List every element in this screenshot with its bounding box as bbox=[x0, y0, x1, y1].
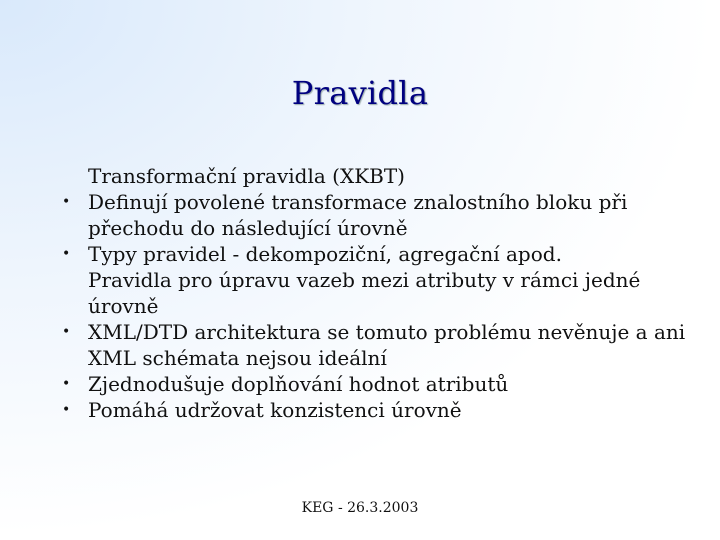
list-item bbox=[56, 319, 696, 371]
list-item bbox=[56, 163, 696, 189]
list-item-text: Pomáhá udržovat konzistenci úrovně bbox=[88, 398, 462, 422]
list-item bbox=[56, 397, 696, 423]
list-item-text: Transformační pravidla (XKBT) bbox=[88, 164, 405, 188]
list-item-text: XML/DTD architektura se tomuto problému nevěnuje a ani XML schémata nejsou ideální bbox=[88, 320, 686, 370]
slide-footer: KEG - 26.3.2003 bbox=[301, 500, 419, 516]
list-item bbox=[56, 371, 696, 397]
bullet-icon: • bbox=[62, 376, 71, 392]
list-item-text: Zjednodušuje doplňování hodnot atributů bbox=[88, 372, 509, 396]
list-item-text: Typy pravidel - dekompoziční, agregační apod. bbox=[88, 242, 562, 266]
list-item bbox=[56, 189, 696, 241]
list-item-text: Pravidla pro úpravu vazeb mezi atributy v rámci jedné úrovně bbox=[88, 268, 641, 318]
list-item-text: Definují povolené transformace znalostního bloku při přechodu do následující úrovně bbox=[88, 190, 628, 240]
slide-title: Pravidla bbox=[291, 74, 429, 112]
bullet-icon: • bbox=[62, 402, 71, 418]
bullet-icon: • bbox=[62, 194, 71, 210]
bullet-icon: • bbox=[62, 246, 71, 262]
list-item bbox=[56, 241, 696, 267]
bullet-icon: • bbox=[62, 324, 71, 340]
bullet-list bbox=[56, 163, 696, 423]
list-item bbox=[56, 267, 696, 319]
